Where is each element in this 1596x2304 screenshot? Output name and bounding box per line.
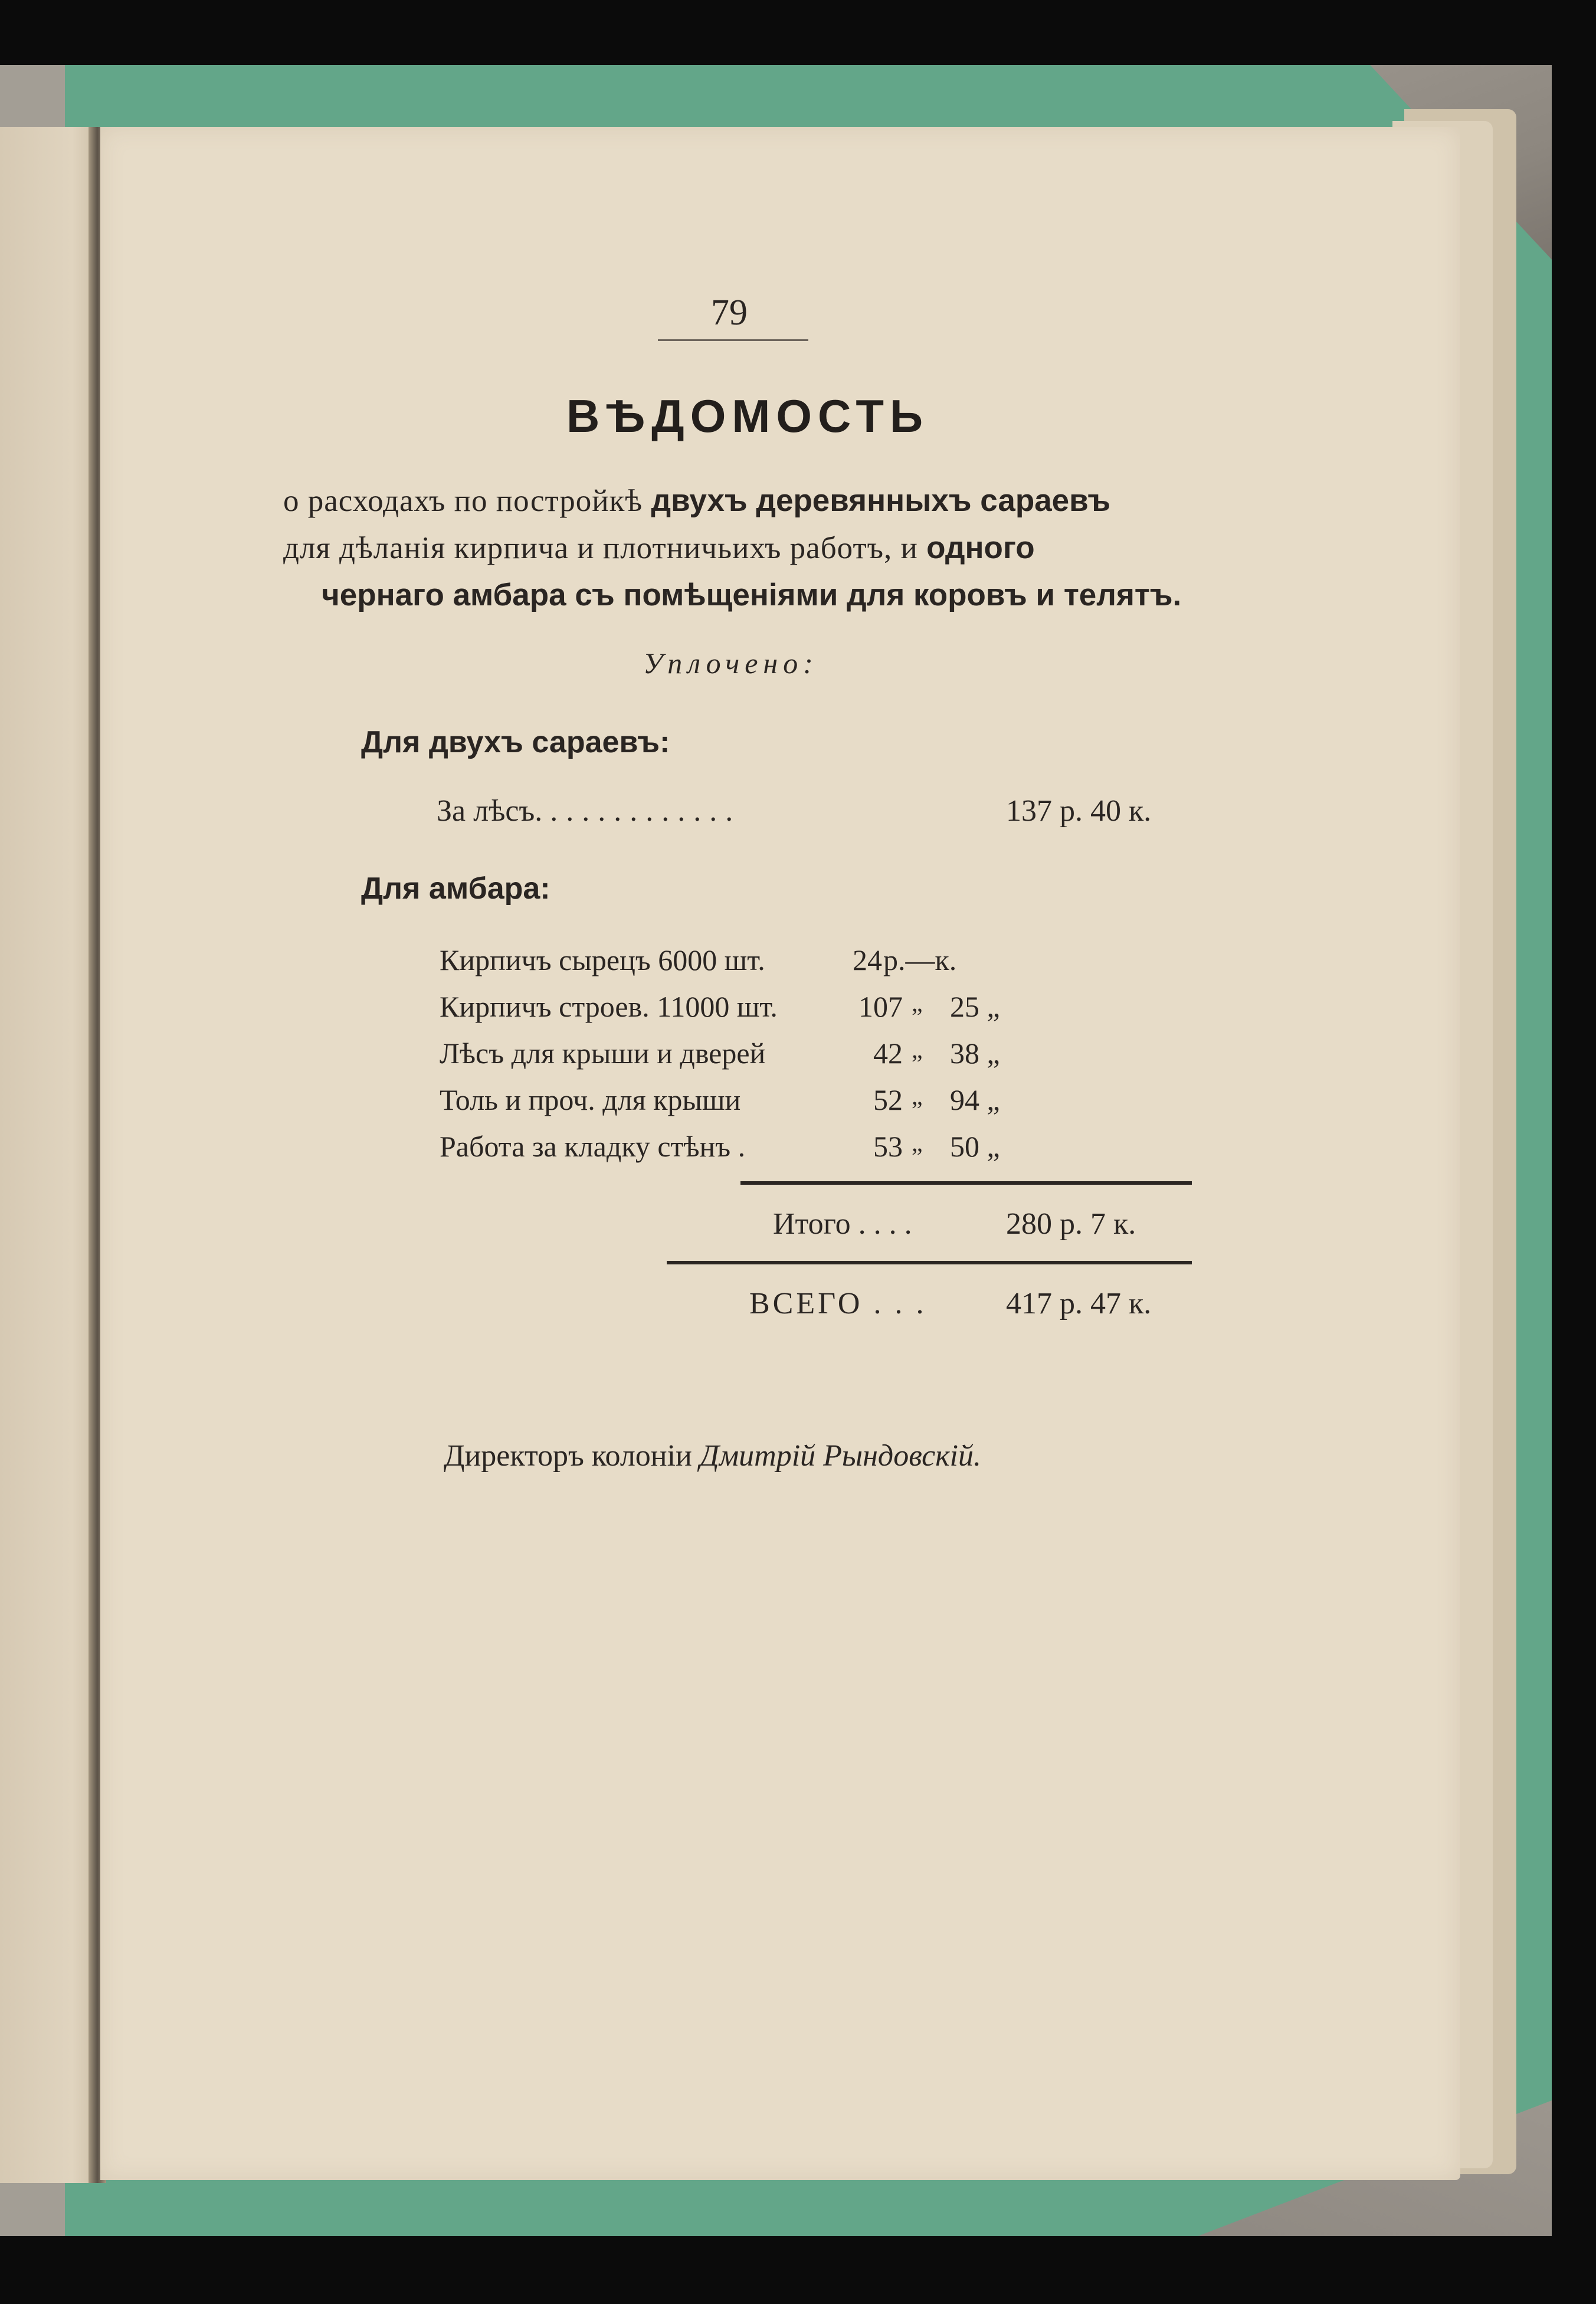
page-number: 79 xyxy=(711,293,748,333)
barn-row-label: Толь и проч. для крыши xyxy=(440,1083,741,1116)
subtitle-bold: одного xyxy=(926,530,1035,565)
document-title: ВѢДОМОСТЬ xyxy=(566,390,929,442)
barn-row-rubles: 53 xyxy=(873,1130,903,1163)
barn-row-kopeks: 25 „ xyxy=(950,990,1000,1023)
barn-row-kopeks: 94 „ xyxy=(950,1083,1000,1116)
barn-row-kopeks: 38 „ xyxy=(950,1037,1000,1070)
director-signature xyxy=(444,1438,981,1473)
page-number-rule xyxy=(658,339,808,341)
subtitle-text: для дѣланія кирпича и плотничьихъ работъ, и xyxy=(283,531,927,565)
barn-row-rubles: 24 xyxy=(853,943,882,976)
barn-row-label: Кирпичъ сырецъ 6000 шт. xyxy=(440,943,765,976)
grand-total-amount: 417 р. 47 к. xyxy=(1006,1287,1152,1320)
director-title: Директоръ колоніи xyxy=(444,1439,700,1473)
barn-row-rubles: 107 xyxy=(858,990,903,1023)
subtitle-text: о расходахъ по постройкѣ xyxy=(283,484,651,518)
barn-row-label: Работа за кладку стѣнъ . xyxy=(440,1130,746,1163)
sheds-heading: Для двухъ сараевъ: xyxy=(361,725,670,759)
total-amount: 280 р. 7 к. xyxy=(1006,1207,1136,1241)
ditto-mark: „ xyxy=(912,1037,923,1064)
barn-heading: Для амбара: xyxy=(361,871,550,906)
sheds-amount: 137 р. 40 к. xyxy=(1006,794,1152,828)
sheds-item xyxy=(437,794,741,828)
ditto-mark: „ xyxy=(912,1130,923,1157)
grand-total-rule xyxy=(667,1261,1192,1264)
subtitle-line-3 xyxy=(322,577,1181,613)
subtitle-line-2 xyxy=(283,530,1035,566)
sheds-item-label: За лѣсъ. xyxy=(437,794,543,828)
facing-page xyxy=(0,127,103,2183)
barn-row-kopeks: 50 „ xyxy=(950,1130,1000,1163)
barn-row-label: Лѣсъ для крыши и дверей xyxy=(440,1037,766,1070)
ditto-mark: „ xyxy=(912,990,923,1017)
ditto-mark: „ xyxy=(912,1083,923,1110)
barn-row-label: Кирпичъ строев. 11000 шт. xyxy=(440,990,778,1023)
paid-label: Уплочено: xyxy=(643,647,818,680)
total-label: Итого . . . . xyxy=(773,1207,912,1241)
director-name: Дмитрій Рындовскій. xyxy=(699,1439,981,1473)
leader-dots: ............ xyxy=(550,794,742,828)
barn-row-kopeks: р.—к. xyxy=(883,943,957,976)
grand-total-label: ВСЕГО . . . xyxy=(749,1287,927,1320)
subtitle-bold: двухъ деревянныхъ сараевъ xyxy=(651,483,1111,518)
subtitle-line-1 xyxy=(283,483,1110,519)
subtotal-rule xyxy=(740,1181,1192,1185)
subtitle-bold: чернаго амбара съ помѣщеніями для коровъ и телятъ. xyxy=(322,578,1182,612)
barn-row-rubles: 52 xyxy=(873,1083,903,1116)
barn-row-rubles: 42 xyxy=(873,1037,903,1070)
